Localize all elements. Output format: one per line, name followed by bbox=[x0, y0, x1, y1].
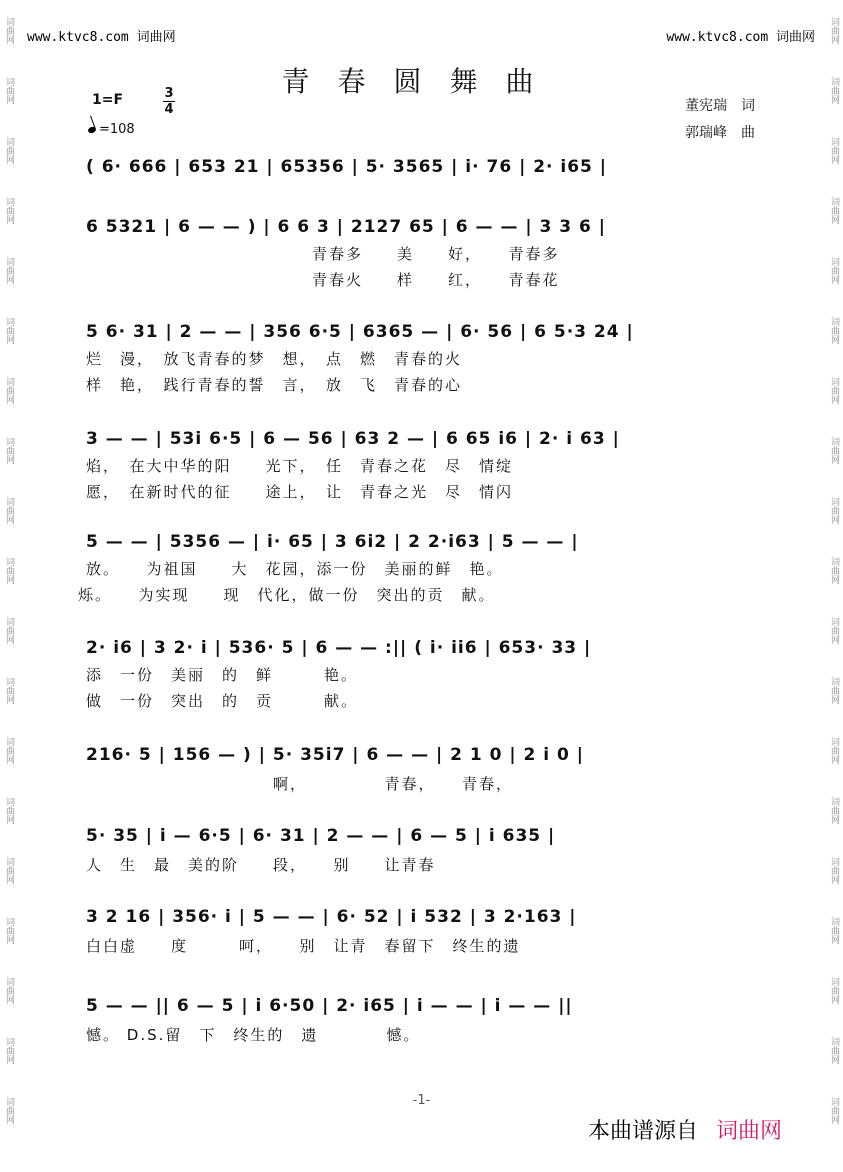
site-url-left[interactable]: www.ktvc8.com 词曲网 bbox=[27, 30, 176, 45]
notes-line: 3 — — | 53i 6·5 | 6 — 56 | 63 2 — | 6 65 i6 | 2· i 63 | bbox=[86, 429, 620, 449]
notes-line: ( 6· 666 | 653 21 | 65356 | 5· 3565 | i· 76 | 2· i65 | bbox=[86, 157, 608, 177]
lyrics-verse-1: 焰， 在大中华的阳 光下， 任 青春之花 尽 情绽 bbox=[86, 457, 514, 475]
page-number: -1- bbox=[412, 1093, 431, 1108]
lyrics-verse-1: 添 一份 美丽 的 鲜 艳。 bbox=[86, 666, 359, 684]
key-signature: 1=F bbox=[92, 92, 124, 108]
lyrics-verse-2: 做 一份 突出 的 贡 献。 bbox=[86, 692, 359, 710]
source-brand-link[interactable]: 词曲网 bbox=[716, 1119, 783, 1144]
lyricist-credit: 董宪瑞 词 bbox=[685, 98, 755, 114]
notes-line: 216· 5 | 156 — ) | 5· 35i7 | 6 — — | 2 1 0 | 2 i 0 | bbox=[86, 745, 584, 765]
source-text: 本曲谱源自 bbox=[588, 1119, 699, 1144]
lyrics-verse-1: 烂 漫， 放飞青春的梦 想， 点 燃 青春的火 bbox=[86, 350, 463, 368]
right-watermark-strip: 词曲网 词曲网 词曲网 词曲网 词曲网 词曲网 词曲网 词曲网 词曲网 词曲网 词曲网 词曲网 词曲网 词曲网 词曲网 词曲网 词曲网 词曲网 词曲网 bbox=[829, 16, 839, 1124]
lyrics-verse-2: 青春火 样 红， 青春花 bbox=[312, 271, 560, 289]
lyrics-verse-1: 青春多 美 好， 青春多 bbox=[312, 245, 560, 263]
lyrics-verse-2: 样 艳， 践行青春的誓 言， 放 飞 青春的心 bbox=[86, 376, 463, 394]
lyrics-verse-1: 放。 为祖国 大 花园，添一份 美丽的鲜 艳。 bbox=[86, 560, 504, 578]
notes-line: 5· 35 | i — 6·5 | 6· 31 | 2 — — | 6 — 5 | i 635 | bbox=[86, 826, 556, 846]
lyrics-verse-1: 白白虚 度 呵， 别 让青 春留下 终生的遗 bbox=[86, 937, 521, 955]
notes-line: 2· i6 | 3 2· i | 536· 5 | 6 — — :|| ( i· ii6 | 653· 33 | bbox=[86, 638, 592, 658]
quarter-note-icon bbox=[87, 126, 97, 134]
tempo-value: =108 bbox=[99, 122, 135, 137]
meter-bottom: 4 bbox=[164, 102, 174, 117]
song-title: 青春圆舞曲 bbox=[281, 65, 562, 98]
site-url-right[interactable]: www.ktvc8.com 词曲网 bbox=[666, 30, 815, 45]
notes-line: 5 — — | 5356 — | i· 65 | 3 6i2 | 2 2·i63 | 5 — — | bbox=[86, 532, 579, 552]
meter-top: 3 bbox=[164, 86, 174, 101]
tempo-marking bbox=[88, 122, 135, 137]
lyrics-verse-1: 憾。 D.S.留 下 终生的 遗 憾。 bbox=[86, 1026, 421, 1044]
source-credit bbox=[588, 1114, 782, 1145]
notes-line: 5 6· 31 | 2 — — | 356 6·5 | 6365 — | 6· 56 | 6 5·3 24 | bbox=[86, 322, 634, 342]
left-watermark-strip: 词曲网 词曲网 词曲网 词曲网 词曲网 词曲网 词曲网 词曲网 词曲网 词曲网 词曲网 词曲网 词曲网 词曲网 词曲网 词曲网 词曲网 词曲网 词曲网 bbox=[4, 16, 14, 1124]
lyrics-verse-1: 人 生 最 美的阶 段， 别 让青春 bbox=[86, 856, 436, 874]
time-signature bbox=[162, 86, 176, 117]
composer-credit: 郭瑞峰 曲 bbox=[685, 125, 755, 141]
notes-line: 5 — — || 6 — 5 | i 6·50 | 2· i65 | i — — | i — — || bbox=[86, 996, 573, 1016]
notes-line: 6 5321 | 6 — — ) | 6 6 3 | 2127 65 | 6 — — | 3 3 6 | bbox=[86, 217, 606, 237]
lyrics-verse-1: 啊， 青春， 青春， bbox=[86, 775, 514, 793]
lyrics-verse-2: 烁。 为实现 现 代化，做一份 突出的贡 献。 bbox=[78, 586, 496, 604]
notes-line: 3 2 16 | 356· i | 5 — — | 6· 52 | i 532 | 3 2·163 | bbox=[86, 907, 577, 927]
lyrics-verse-2: 愿， 在新时代的征 途上， 让 青春之光 尽 情闪 bbox=[86, 483, 514, 501]
